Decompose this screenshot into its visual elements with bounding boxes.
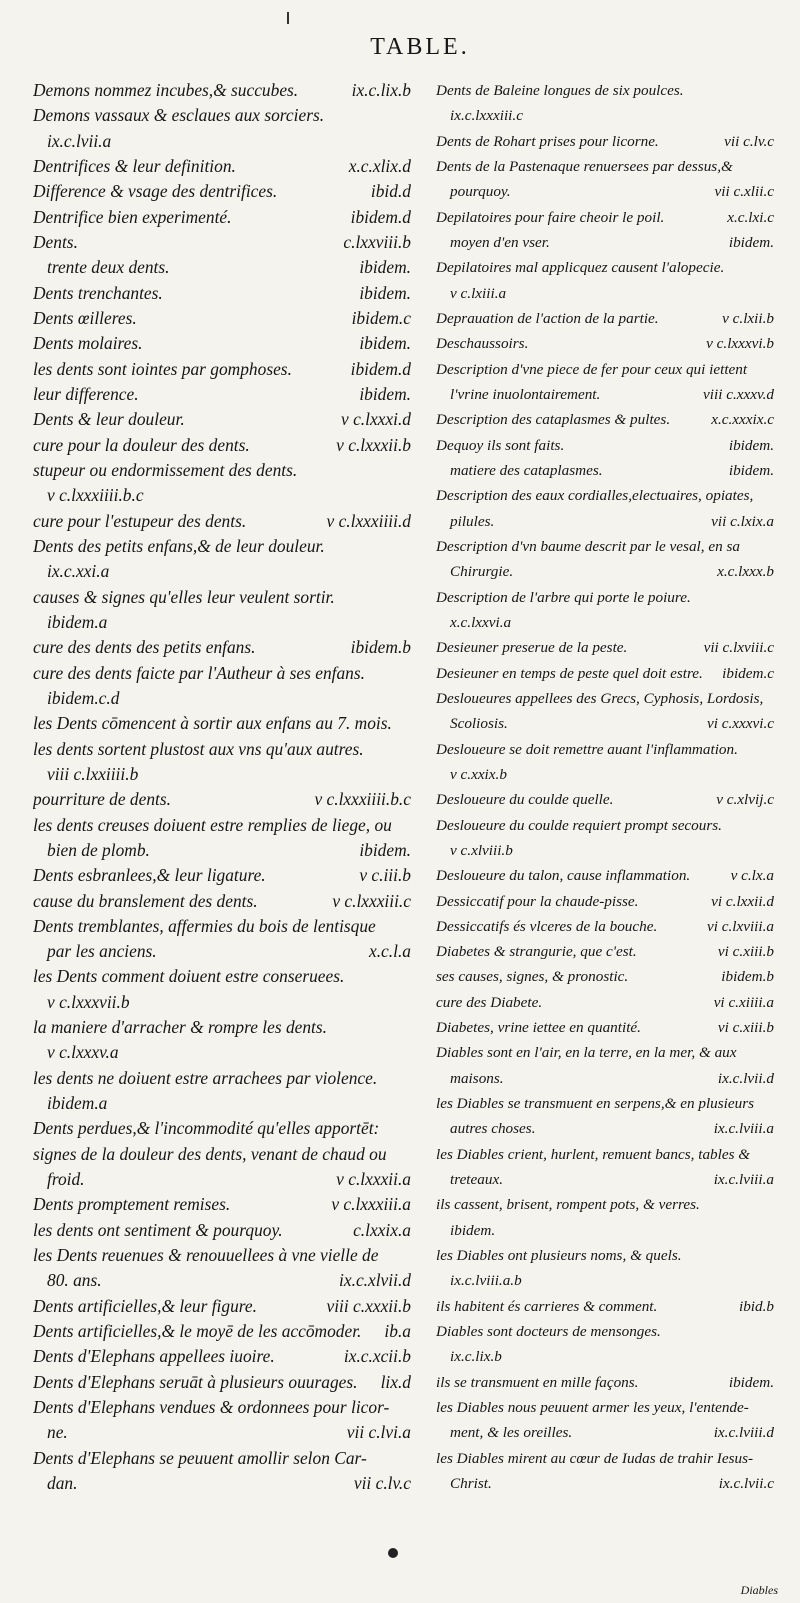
entry-text: ses causes, signes, & pronostic. xyxy=(436,968,629,986)
entry-text: les Diables nous peuuent armer les yeux, l'entende- xyxy=(436,1399,749,1417)
index-entry xyxy=(436,1066,774,1091)
index-entry xyxy=(33,1471,411,1496)
entry-reference: v c.lxxxiii.c xyxy=(332,890,411,911)
entry-reference: ibidem.c xyxy=(722,664,774,682)
entry-reference: ib.a xyxy=(384,1321,411,1342)
entry-text: les dents sortent plustost aux vns qu'aux autres. xyxy=(33,738,364,759)
entry-text: Dents promptement remises. xyxy=(33,1194,231,1215)
entry-reference: vi c.xxxvi.c xyxy=(706,715,774,733)
entry-reference: ibidem.c xyxy=(351,307,411,328)
index-entry xyxy=(33,635,411,660)
index-entry xyxy=(436,1167,774,1192)
entry-text: v c.lxxxv.a xyxy=(47,1042,119,1063)
index-entry xyxy=(436,509,774,534)
entry-text: Dents œilleres. xyxy=(33,307,137,328)
index-entry xyxy=(33,154,411,179)
index-entry xyxy=(436,407,774,432)
entry-reference: ibid.d xyxy=(370,181,411,202)
entry-reference: ibidem. xyxy=(359,383,411,404)
entry-text: Dents & leur douleur. xyxy=(33,409,185,430)
entry-reference: ibidem. xyxy=(728,436,774,454)
index-entry xyxy=(33,610,411,635)
entry-text: ibidem.c.d xyxy=(47,687,120,708)
index-entry xyxy=(436,129,774,154)
index-entry xyxy=(33,1344,411,1369)
index-entry xyxy=(33,509,411,534)
entry-text: pourquoy. xyxy=(450,183,511,201)
index-entry xyxy=(33,78,411,103)
entry-text: Description d'vn baume descrit par le vesal, en sa xyxy=(436,537,740,555)
entry-text: Dents d'Elephans seruāt à plusieurs ouurages. xyxy=(33,1371,358,1392)
entry-reference: v c.lxii.b xyxy=(722,309,774,327)
index-entry xyxy=(436,635,774,660)
index-entry xyxy=(436,889,774,914)
entry-reference: ibidem. xyxy=(728,461,774,479)
index-entry xyxy=(33,1015,411,1040)
entry-text: pourriture de dents. xyxy=(33,789,171,810)
index-entry xyxy=(436,585,774,610)
index-entry xyxy=(33,939,411,964)
index-entry xyxy=(436,686,774,711)
index-entry xyxy=(436,1142,774,1167)
entry-text: cure des dents des petits enfans. xyxy=(33,637,256,658)
entry-text: Dentrifices & leur definition. xyxy=(33,155,236,176)
index-entry xyxy=(33,964,411,989)
entry-text: Difference & vsage des dentrifices. xyxy=(33,181,278,202)
entry-text: trente deux dents. xyxy=(47,257,170,278)
entry-text: autres choses. xyxy=(450,1120,536,1138)
entry-text: v c.lxxxiiii.b.c xyxy=(47,485,144,506)
index-entry xyxy=(436,1218,774,1243)
entry-reference: vii c.lxix.a xyxy=(711,512,774,530)
entry-text: stupeur ou endormissement des dents. xyxy=(33,459,298,480)
entry-reference: vi c.lxxii.d xyxy=(711,892,774,910)
entry-reference: lix.d xyxy=(380,1371,411,1392)
entry-text: Dents artificielles,& leur figure. xyxy=(33,1295,257,1316)
entry-reference: v c.lxxxii.a xyxy=(336,1169,411,1190)
entry-text: Demons nommez incubes,& succubes. xyxy=(33,80,299,100)
entry-reference: vi c.xiiii.a xyxy=(713,993,774,1011)
entry-reference: ibidem.d xyxy=(350,358,411,379)
entry-reference: ibidem. xyxy=(359,839,411,860)
entry-text: Depilatoires mal applicquez causent l'alopecie. xyxy=(436,259,725,277)
index-entry xyxy=(436,813,774,838)
entry-text: ils habitent és carrieres & comment. xyxy=(436,1297,658,1315)
entry-text: Desloueure du coulde requiert prompt secours. xyxy=(436,816,722,834)
entry-reference: v c.lxxxiii.a xyxy=(331,1194,411,1215)
index-entry xyxy=(33,914,411,939)
entry-text: ix.c.lviii.a.b xyxy=(450,1272,522,1290)
entry-text: ix.c.lvii.a xyxy=(47,130,112,151)
entry-text: Diabetes & strangurie, que c'est. xyxy=(436,943,637,961)
entry-reference: ix.c.lviii.a xyxy=(713,1120,774,1138)
entry-reference: v c.xlvij.c xyxy=(716,791,774,809)
entry-text: Description des eaux cordialles,electuaires, opiates, xyxy=(436,487,754,505)
entry-text: ix.c.lix.b xyxy=(450,1348,502,1366)
entry-text: ibidem. xyxy=(450,1221,496,1239)
entry-text: ix.c.lxxxiii.c xyxy=(450,107,523,125)
index-entry xyxy=(33,1446,411,1471)
entry-text: Desloueure se doit remettre auant l'inflammation. xyxy=(436,740,738,758)
index-entry xyxy=(33,813,411,838)
index-entry xyxy=(436,154,774,179)
index-entry xyxy=(33,686,411,711)
entry-reference: ix.c.lvii.d xyxy=(717,1069,774,1087)
entry-reference: vii c.lvi.a xyxy=(346,1422,411,1443)
entry-text: Deprauation de l'action de la partie. xyxy=(436,309,659,327)
entry-text: Dents de Rohart prises pour licorne. xyxy=(436,132,659,150)
index-entry xyxy=(436,179,774,204)
index-entry xyxy=(436,382,774,407)
entry-reference: ix.c.lvii.c xyxy=(718,1475,774,1493)
index-entry xyxy=(33,255,411,280)
index-entry xyxy=(436,1243,774,1268)
index-column-right xyxy=(436,78,774,1496)
entry-reference: v c.lxxxiiii.b.c xyxy=(314,789,411,810)
entry-text: cure des dents faicte par l'Autheur à ses enfans. xyxy=(33,662,365,683)
entry-text: cure des Diabete. xyxy=(436,993,543,1011)
entry-text: maisons. xyxy=(450,1069,504,1087)
index-entry xyxy=(436,1268,774,1293)
index-entry xyxy=(436,787,774,812)
index-entry xyxy=(33,1243,411,1268)
entry-reference: ix.c.lix.b xyxy=(351,80,411,100)
entry-text: Dents des petits enfans,& de leur douleur. xyxy=(33,535,325,556)
index-entry xyxy=(33,990,411,1015)
index-entry xyxy=(33,1192,411,1217)
index-entry xyxy=(436,1446,774,1471)
entry-text: Dents. xyxy=(33,231,78,252)
entry-reference: ix.c.xcii.b xyxy=(343,1346,411,1367)
index-entry xyxy=(436,1116,774,1141)
entry-text: Dents de Baleine longues de six poulces. xyxy=(436,82,684,99)
index-entry xyxy=(33,179,411,204)
entry-reference: vii c.xlii.c xyxy=(714,183,774,201)
index-entry xyxy=(33,103,411,128)
index-entry xyxy=(436,661,774,686)
entry-text: les Diables se transmuent en serpens,& en plusieurs xyxy=(436,1095,755,1113)
entry-text: Dents de la Pastenaque renuersees par dessus,& xyxy=(436,157,733,175)
entry-reference: ibid.b xyxy=(738,1297,774,1315)
entry-reference: v c.lxxxi.d xyxy=(341,409,411,430)
entry-text: leur difference. xyxy=(33,383,139,404)
entry-reference: vi c.xiii.b xyxy=(717,1019,774,1037)
index-entry xyxy=(436,711,774,736)
index-entry xyxy=(33,458,411,483)
entry-text: Desloueure du coulde quelle. xyxy=(436,791,614,809)
index-entry xyxy=(33,407,411,432)
entry-reference: ix.c.lviii.d xyxy=(713,1424,774,1442)
entry-text: Dents esbranlees,& leur ligature. xyxy=(33,865,266,886)
entry-reference: x.c.xxxix.c xyxy=(711,411,774,429)
entry-text: froid. xyxy=(47,1169,85,1190)
index-entry xyxy=(33,306,411,331)
entry-text: Dents d'Elephans appellees iuoire. xyxy=(33,1346,275,1367)
index-entry xyxy=(436,306,774,331)
index-entry xyxy=(436,863,774,888)
entry-text: bien de plomb. xyxy=(47,839,150,860)
index-entry xyxy=(436,103,774,128)
entry-text: ix.c.xxi.a xyxy=(47,561,110,582)
index-entry xyxy=(33,711,411,736)
entry-text: les Diables ont plusieurs noms, & quels. xyxy=(436,1247,682,1265)
entry-text: Desloueures appellees des Grecs, Cyphosis, Lordosis, xyxy=(436,689,764,707)
index-entry xyxy=(436,1040,774,1065)
index-entry xyxy=(436,610,774,635)
entry-reference: viii c.xxxv.d xyxy=(703,385,774,403)
index-entry xyxy=(436,458,774,483)
index-entry xyxy=(436,838,774,863)
index-entry xyxy=(33,838,411,863)
entry-text: Chirurgie. xyxy=(450,563,514,581)
entry-text: Dents artificielles,& le moyē de les accōmoder. xyxy=(33,1321,362,1342)
index-entry xyxy=(436,230,774,255)
index-entry xyxy=(33,762,411,787)
entry-text: v c.xxix.b xyxy=(450,765,507,783)
entry-text: les dents sont iointes par gomphoses. xyxy=(33,358,292,379)
index-entry xyxy=(33,1294,411,1319)
index-entry xyxy=(33,382,411,407)
entry-text: Description de l'arbre qui porte le poiure. xyxy=(436,588,691,606)
entry-text: Desieuner en temps de peste quel doit estre. xyxy=(436,664,703,682)
index-entry xyxy=(33,559,411,584)
index-entry xyxy=(436,1015,774,1040)
index-entry xyxy=(33,205,411,230)
entry-text: Dents trenchantes. xyxy=(33,282,163,303)
index-entry xyxy=(436,762,774,787)
entry-text: v c.lxxxvii.b xyxy=(47,991,130,1012)
index-entry xyxy=(33,661,411,686)
entry-text: Diabetes, vrine iettee en quantité. xyxy=(436,1019,641,1037)
entry-reference: ix.c.xlvii.d xyxy=(339,1270,411,1291)
entry-text: ibidem.a xyxy=(47,1093,108,1114)
page-title: TABLE. xyxy=(370,34,470,60)
entry-reference: v c.lx.a xyxy=(730,867,774,885)
entry-text: ils cassent, brisent, rompent pots, & verres. xyxy=(436,1196,700,1214)
entry-text: ils se transmuent en mille façons. xyxy=(436,1373,639,1391)
index-column-left xyxy=(33,78,411,1496)
index-entry xyxy=(436,1370,774,1395)
entry-reference: ibidem. xyxy=(728,233,774,251)
index-entry xyxy=(436,559,774,584)
entry-reference: c.lxxix.a xyxy=(353,1219,411,1240)
index-entry xyxy=(33,889,411,914)
index-entry xyxy=(436,433,774,458)
index-entry xyxy=(33,1167,411,1192)
index-entry xyxy=(33,1116,411,1141)
index-entry xyxy=(33,534,411,559)
entry-text: Dents perdues,& l'incommodité qu'elles apportēt: xyxy=(33,1118,380,1139)
entry-reference: vi c.xiii.b xyxy=(717,943,774,961)
index-entry xyxy=(436,1471,774,1496)
entry-text: ment, & les oreilles. xyxy=(450,1424,573,1442)
entry-text: matiere des cataplasmes. xyxy=(450,461,603,479)
index-entry xyxy=(33,129,411,154)
index-entry xyxy=(33,230,411,255)
index-entry xyxy=(33,483,411,508)
entry-reference: ibidem.d xyxy=(350,206,411,227)
entry-text: ibidem.a xyxy=(47,611,108,632)
entry-text: cure pour la douleur des dents. xyxy=(33,434,250,455)
entry-text: signes de la douleur des dents, venant de chaud ou xyxy=(33,1143,387,1164)
index-entry xyxy=(436,737,774,762)
entry-reference: ix.c.lviii.a xyxy=(713,1171,774,1189)
index-entry xyxy=(33,1420,411,1445)
entry-text: ne. xyxy=(47,1422,68,1443)
index-entry xyxy=(33,1066,411,1091)
entry-text: Dents d'Elephans vendues & ordonnees pour licor- xyxy=(33,1397,390,1418)
index-entry xyxy=(33,331,411,356)
entry-text: Dentrifice bien experimenté. xyxy=(33,206,232,227)
index-entry xyxy=(33,1091,411,1116)
index-entry xyxy=(33,1218,411,1243)
entry-text: la maniere d'arracher & rompre les dents. xyxy=(33,1017,328,1038)
entry-reference: v c.lxxxii.b xyxy=(336,434,411,455)
entry-text: les Dents comment doiuent estre conseruees. xyxy=(33,966,345,987)
index-entry xyxy=(436,281,774,306)
index-entry xyxy=(33,1395,411,1420)
entry-text: Dents tremblantes, affermies du bois de lentisque xyxy=(33,915,376,936)
entry-text: les dents ont sentiment & pourquoy. xyxy=(33,1219,283,1240)
entry-reference: ibidem. xyxy=(359,257,411,278)
entry-text: l'vrine inuolontairement. xyxy=(450,385,601,403)
entry-text: Desieuner preserue de la peste. xyxy=(436,639,628,657)
entry-reference: x.c.xlix.d xyxy=(348,155,411,176)
entry-text: Dents d'Elephans se peuuent amollir selon Car- xyxy=(33,1447,367,1468)
index-entry xyxy=(33,1142,411,1167)
entry-text: cure pour l'estupeur des dents. xyxy=(33,510,247,531)
index-entry xyxy=(436,914,774,939)
entry-text: dan. xyxy=(47,1473,78,1494)
entry-reference: vii c.lv.c xyxy=(353,1473,411,1494)
index-entry xyxy=(436,357,774,382)
entry-reference: x.c.lxi.c xyxy=(727,208,774,226)
index-entry xyxy=(33,1268,411,1293)
entry-text: par les anciens. xyxy=(47,941,157,962)
entry-text: Christ. xyxy=(450,1475,492,1493)
index-entry xyxy=(436,1395,774,1420)
entry-text: causes & signes qu'elles leur veulent sortir. xyxy=(33,586,335,607)
entry-text: Diables sont docteurs de mensonges. xyxy=(436,1323,661,1341)
entry-reference: v c.lxxxvi.b xyxy=(706,335,774,353)
entry-text: les dents creuses doiuent estre remplies de liege, ou xyxy=(33,814,392,835)
index-entry xyxy=(33,585,411,610)
index-entry xyxy=(436,78,774,103)
index-entry xyxy=(436,1192,774,1217)
entry-reference: c.lxxviii.b xyxy=(343,231,411,252)
entry-text: Description d'vne piece de fer pour ceux qui iettent xyxy=(436,360,748,378)
entry-text: pilules. xyxy=(450,512,495,530)
index-entry xyxy=(436,331,774,356)
entry-text: les Diables crient, hurlent, remuent bancs, tables & xyxy=(436,1145,751,1163)
entry-text: Dents molaires. xyxy=(33,333,143,354)
index-entry xyxy=(436,1091,774,1116)
entry-reference: x.c.l.a xyxy=(368,941,411,962)
entry-text: Scoliosis. xyxy=(450,715,508,733)
index-entry xyxy=(33,737,411,762)
entry-reference: v c.iii.b xyxy=(359,865,411,886)
index-entry xyxy=(436,1420,774,1445)
entry-text: moyen d'en vser. xyxy=(450,233,550,251)
entry-text: viii c.lxxiiii.b xyxy=(47,763,139,784)
index-entry xyxy=(33,1370,411,1395)
entry-text: les Dents cōmencent à sortir aux enfans au 7. mois. xyxy=(33,713,392,734)
entry-text: les Diables mirent au cœur de Iudas de trahir Iesus- xyxy=(436,1449,754,1467)
index-entry xyxy=(33,433,411,458)
entry-text: Dessiccatifs és vlceres de la bouche. xyxy=(436,917,658,935)
index-entry xyxy=(33,1319,411,1344)
entry-text: Dessiccatif pour la chaude-pisse. xyxy=(436,892,639,910)
index-entry xyxy=(436,990,774,1015)
entry-reference: vii c.lxviii.c xyxy=(703,639,774,657)
entry-text: Desloueure du talon, cause inflammation. xyxy=(436,867,691,885)
index-entry xyxy=(33,357,411,382)
entry-reference: vii c.lv.c xyxy=(724,132,774,150)
index-entry xyxy=(33,787,411,812)
entry-text: les dents ne doiuent estre arrachees par violence. xyxy=(33,1067,378,1088)
entry-text: Demons vassaux & esclaues aux sorciers. xyxy=(33,105,325,126)
entry-reference: ibidem. xyxy=(359,333,411,354)
entry-reference: viii c.xxxii.b xyxy=(326,1295,411,1316)
index-entry xyxy=(33,863,411,888)
entry-text: treteaux. xyxy=(450,1171,503,1189)
ornament-dot xyxy=(388,1548,398,1558)
page-mark xyxy=(287,12,289,24)
entry-text: Description des cataplasmes & pultes. xyxy=(436,411,671,429)
entry-reference: ibidem. xyxy=(359,282,411,303)
index-entry xyxy=(436,534,774,559)
entry-text: cause du branslement des dents. xyxy=(33,890,258,911)
index-entry xyxy=(436,939,774,964)
entry-text: x.c.lxxvi.a xyxy=(450,613,512,631)
entry-text: Depilatoires pour faire cheoir le poil. xyxy=(436,208,665,226)
index-entry xyxy=(33,281,411,306)
entry-reference: vi c.lxviii.a xyxy=(706,917,774,935)
entry-text: Diables sont en l'air, en la terre, en la mer, & aux xyxy=(436,1044,737,1062)
entry-reference: x.c.lxxx.b xyxy=(717,563,774,581)
entry-text: v c.lxiii.a xyxy=(450,284,507,302)
index-entry xyxy=(33,1040,411,1065)
index-entry xyxy=(436,483,774,508)
index-entry xyxy=(436,255,774,280)
entry-text: 80. ans. xyxy=(47,1270,102,1291)
index-entry xyxy=(436,1344,774,1369)
entry-reference: ibidem.b xyxy=(721,968,774,986)
catchword: Diables xyxy=(740,1583,778,1597)
entry-text: Deschaussoirs. xyxy=(436,335,529,353)
entry-reference: v c.lxxxiiii.d xyxy=(326,510,411,531)
index-entry xyxy=(436,205,774,230)
entry-reference: ibidem. xyxy=(728,1373,774,1391)
index-entry xyxy=(436,1319,774,1344)
index-entry xyxy=(436,1294,774,1319)
entry-text: Dequoy ils sont faits. xyxy=(436,436,565,454)
index-entry xyxy=(436,964,774,989)
entry-text: les Dents reuenues & renouuellees à vne vielle de xyxy=(33,1245,379,1266)
entry-reference: ibidem.b xyxy=(350,637,411,658)
entry-text: v c.xlviii.b xyxy=(450,841,513,859)
